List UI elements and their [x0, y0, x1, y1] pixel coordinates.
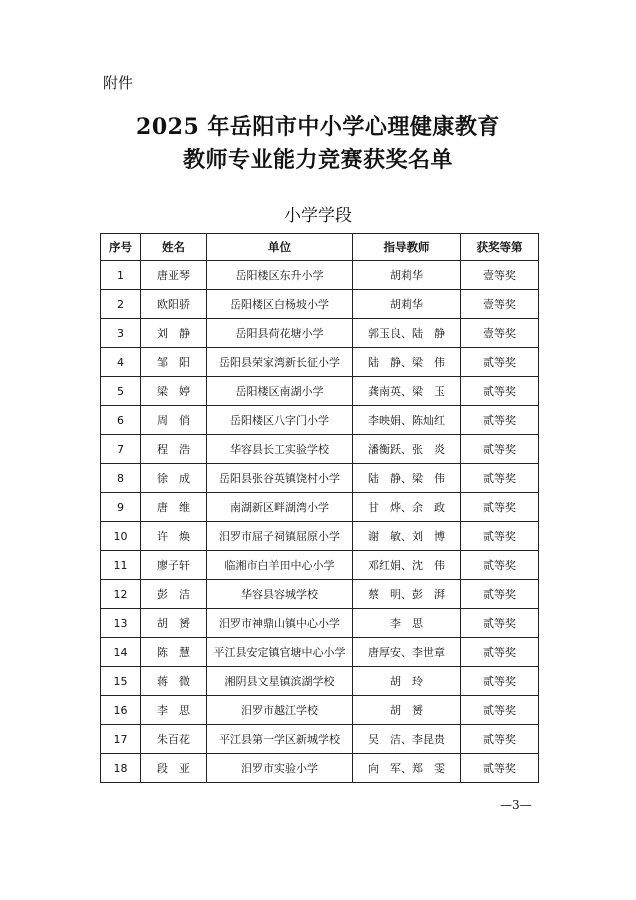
cell-advisor: 李映娟、陈灿红 — [353, 406, 461, 435]
cell-advisor: 陆 静、梁 伟 — [353, 348, 461, 377]
table-row — [101, 522, 539, 551]
cell-index: 11 — [101, 551, 141, 580]
table-header-row — [101, 234, 539, 261]
table-row — [101, 493, 539, 522]
cell-award: 贰等奖 — [461, 435, 539, 464]
cell-name: 欧阳骄 — [141, 290, 207, 319]
cell-award: 贰等奖 — [461, 493, 539, 522]
cell-advisor: 潘衡跃、张 炎 — [353, 435, 461, 464]
cell-award: 贰等奖 — [461, 754, 539, 783]
cell-index: 13 — [101, 609, 141, 638]
document-title-line1: 2025 年岳阳市中小学心理健康教育 — [136, 114, 500, 140]
table-row — [101, 319, 539, 348]
attachment-label: 附件 — [103, 74, 134, 92]
table-row — [101, 609, 539, 638]
cell-name: 程 浩 — [141, 435, 207, 464]
cell-name: 朱百花 — [141, 725, 207, 754]
cell-award: 贰等奖 — [461, 580, 539, 609]
cell-index: 8 — [101, 464, 141, 493]
table-row — [101, 667, 539, 696]
awards-table — [100, 233, 539, 783]
cell-index: 2 — [101, 290, 141, 319]
cell-advisor: 郭玉良、陆 静 — [353, 319, 461, 348]
table-row — [101, 725, 539, 754]
cell-advisor: 陆 静、梁 伟 — [353, 464, 461, 493]
header-unit: 单位 — [207, 234, 353, 261]
table-row — [101, 754, 539, 783]
cell-unit: 汨罗市屈子祠镇屈原小学 — [207, 522, 353, 551]
cell-award: 贰等奖 — [461, 377, 539, 406]
cell-award: 贰等奖 — [461, 551, 539, 580]
cell-name: 唐亚琴 — [141, 261, 207, 290]
cell-advisor: 胡 玲 — [353, 667, 461, 696]
cell-unit: 岳阳楼区东升小学 — [207, 261, 353, 290]
cell-award: 贰等奖 — [461, 406, 539, 435]
cell-award: 贰等奖 — [461, 696, 539, 725]
cell-advisor: 胡莉华 — [353, 290, 461, 319]
cell-award: 贰等奖 — [461, 464, 539, 493]
table-row — [101, 638, 539, 667]
cell-index: 3 — [101, 319, 141, 348]
cell-award: 贰等奖 — [461, 725, 539, 754]
cell-unit: 岳阳楼区白杨坡小学 — [207, 290, 353, 319]
cell-index: 15 — [101, 667, 141, 696]
cell-index: 12 — [101, 580, 141, 609]
cell-name: 刘 静 — [141, 319, 207, 348]
cell-unit: 汨罗市神鼎山镇中心小学 — [207, 609, 353, 638]
header-award: 获奖等第 — [461, 234, 539, 261]
cell-name: 周 俏 — [141, 406, 207, 435]
cell-award: 贰等奖 — [461, 522, 539, 551]
cell-index: 14 — [101, 638, 141, 667]
cell-name: 段 亚 — [141, 754, 207, 783]
cell-name: 廖子轩 — [141, 551, 207, 580]
header-index: 序号 — [101, 234, 141, 261]
cell-unit: 岳阳楼区八字门小学 — [207, 406, 353, 435]
table-row — [101, 551, 539, 580]
cell-name: 李 思 — [141, 696, 207, 725]
cell-award: 贰等奖 — [461, 348, 539, 377]
cell-unit: 临湘市白羊田中心小学 — [207, 551, 353, 580]
table-row — [101, 261, 539, 290]
cell-unit: 汨罗市越江学校 — [207, 696, 353, 725]
cell-name: 徐 成 — [141, 464, 207, 493]
cell-advisor: 胡 赟 — [353, 696, 461, 725]
cell-unit: 南湖新区畔湖湾小学 — [207, 493, 353, 522]
cell-award: 壹等奖 — [461, 290, 539, 319]
cell-advisor: 龚南英、梁 玉 — [353, 377, 461, 406]
cell-advisor: 甘 烨、余 政 — [353, 493, 461, 522]
cell-advisor: 蔡 明、彭 湃 — [353, 580, 461, 609]
cell-index: 6 — [101, 406, 141, 435]
cell-award: 贰等奖 — [461, 609, 539, 638]
cell-award: 壹等奖 — [461, 261, 539, 290]
cell-name: 彭 洁 — [141, 580, 207, 609]
cell-unit: 岳阳县荣家湾新长征小学 — [207, 348, 353, 377]
cell-name: 唐 维 — [141, 493, 207, 522]
cell-name: 胡 赟 — [141, 609, 207, 638]
cell-advisor: 邓红娟、沈 伟 — [353, 551, 461, 580]
header-name: 姓名 — [141, 234, 207, 261]
table-row — [101, 580, 539, 609]
cell-index: 1 — [101, 261, 141, 290]
cell-advisor: 向 军、郑 雯 — [353, 754, 461, 783]
cell-award: 壹等奖 — [461, 319, 539, 348]
cell-index: 18 — [101, 754, 141, 783]
cell-unit: 平江县安定镇官塘中心小学 — [207, 638, 353, 667]
cell-advisor: 唐厚安、李世章 — [353, 638, 461, 667]
cell-award: 贰等奖 — [461, 638, 539, 667]
section-title: 小学学段 — [284, 206, 352, 226]
cell-unit: 华容县容城学校 — [207, 580, 353, 609]
cell-index: 4 — [101, 348, 141, 377]
awards-table-body — [101, 261, 539, 783]
table-row — [101, 696, 539, 725]
cell-advisor: 胡莉华 — [353, 261, 461, 290]
cell-index: 9 — [101, 493, 141, 522]
cell-unit: 湘阴县文星镇滨湖学校 — [207, 667, 353, 696]
table-row — [101, 290, 539, 319]
cell-unit: 岳阳县荷花塘小学 — [207, 319, 353, 348]
cell-index: 10 — [101, 522, 141, 551]
cell-advisor: 李 思 — [353, 609, 461, 638]
cell-name: 邹 阳 — [141, 348, 207, 377]
table-row — [101, 435, 539, 464]
cell-name: 陈 慧 — [141, 638, 207, 667]
table-row — [101, 348, 539, 377]
table-row — [101, 406, 539, 435]
cell-name: 许 焕 — [141, 522, 207, 551]
cell-award: 贰等奖 — [461, 667, 539, 696]
table-row — [101, 464, 539, 493]
header-advisor: 指导教师 — [353, 234, 461, 261]
page-number: —3— — [500, 798, 532, 812]
cell-advisor: 谢 敏、刘 博 — [353, 522, 461, 551]
cell-name: 梁 婷 — [141, 377, 207, 406]
cell-index: 5 — [101, 377, 141, 406]
cell-name: 蒋 微 — [141, 667, 207, 696]
document-title-line2: 教师专业能力竞赛获奖名单 — [182, 147, 453, 173]
cell-advisor: 吴 洁、李昆贵 — [353, 725, 461, 754]
cell-unit: 汨罗市实验小学 — [207, 754, 353, 783]
cell-index: 7 — [101, 435, 141, 464]
cell-unit: 岳阳县张谷英镇饶村小学 — [207, 464, 353, 493]
table-row — [101, 377, 539, 406]
cell-unit: 华容县长工实验学校 — [207, 435, 353, 464]
cell-unit: 岳阳楼区南湖小学 — [207, 377, 353, 406]
cell-unit: 平江县第一学区新城学校 — [207, 725, 353, 754]
cell-index: 17 — [101, 725, 141, 754]
cell-index: 16 — [101, 696, 141, 725]
